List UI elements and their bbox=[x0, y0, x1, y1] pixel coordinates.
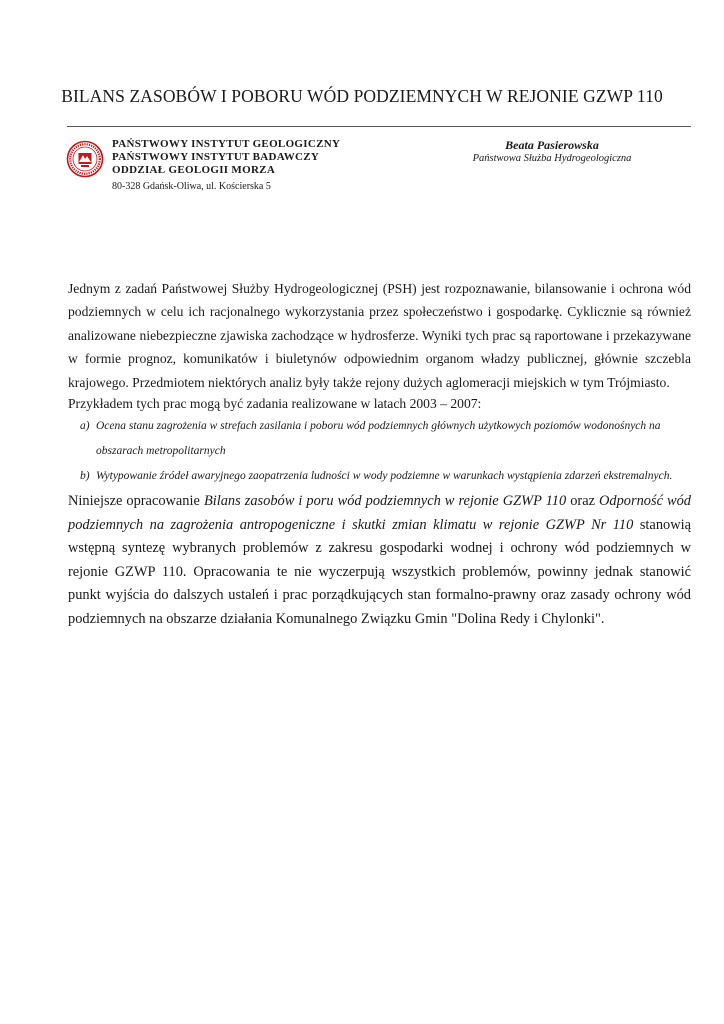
institution-block bbox=[112, 138, 340, 193]
page-title: BILANS ZASOBÓW I POBORU WÓD PODZIEMNYCH W REJONIE GZWP 110 bbox=[61, 86, 663, 106]
summary-paragraph bbox=[68, 490, 691, 632]
author-organization: Państwowa Służba Hydrogeologiczna bbox=[472, 153, 632, 164]
list-item bbox=[68, 414, 691, 464]
institution-address: 80-328 Gdańsk-Oliwa, ul. Kościerska 5 bbox=[112, 180, 271, 192]
pig-pib-seal-icon bbox=[66, 140, 104, 178]
list-marker: b) bbox=[80, 470, 90, 483]
institution-name-2: PAŃSTWOWY INSTYTUT BADAWCZY bbox=[112, 151, 320, 164]
publication-title-2: Odporność wód podziemnych na zagrożenia antropogeniczne i skutki zmian klimatu w rejonie GZWP Nr 110 bbox=[68, 493, 691, 533]
header-divider bbox=[67, 126, 691, 127]
list-marker: a) bbox=[80, 420, 90, 433]
institution-department: ODDZIAŁ GEOLOGII MORZA bbox=[112, 164, 276, 177]
list-item-text: Ocena stanu zagrożenia w strefach zasilania i poboru wód podziemnych głównych użytkowych poziomów wodonośnych na obszarach metropolitarnych bbox=[96, 420, 661, 458]
publication-title-1: Bilans zasobów i poru wód podziemnych w rejonie GZWP 110 bbox=[203, 493, 567, 510]
tasks-list bbox=[68, 414, 691, 489]
author-block bbox=[440, 138, 664, 165]
list-item bbox=[68, 464, 691, 489]
summary-text-2: oraz bbox=[566, 493, 600, 510]
document-body bbox=[68, 277, 691, 632]
list-item-text: Wytypowanie źródeł awaryjnego zaopatrzenia ludności w wody podziemne w warunkach wystąpienia zdarzeń ekstremalnych. bbox=[96, 470, 673, 483]
intro-paragraph: Jednym z zadań Państwowej Służby Hydrogeologicznej (PSH) jest rozpoznawanie, bilansowanie i ochrona wód podziemnych w celu ich racjonalnego wykorzystania przez społeczeństwo i gospodarkę. Cyklicznie są również analizowane niebezpieczne zjawiska zachodzące w hydrosferze. Wyniki tych prac są raportowane i przekazywane w formie prognoz, komunikatów i biuletynów odpowiednim organom władzy publicznej, głównie szczebla krajowego. Przedmiotem niektórych analiz były także rejony dużych aglomeracji miejskich w tym Trójmiasto. bbox=[68, 281, 691, 390]
summary-text-1: Niniejsze opracowanie bbox=[68, 493, 204, 510]
examples-intro: Przykładem tych prac mogą być zadania realizowane w latach 2003 – 2007: bbox=[68, 396, 482, 412]
summary-text-3: stanowią wstępną syntezę wybranych problemów z zakresu gospodarki wodnej i ochrony wód podziemnych w rejonie GZWP 110. Opracowania te nie wyczerpują wszystkich problemów, powinny jednak stanowić punkt wyjścia do dalszych ustaleń i prac porządkujących stan formalno-prawny oraz zasady ochrony wód podziemnych na obszarze działania Komunalnego Związku Gmin "Dolina Redy i Chylonki". bbox=[68, 516, 691, 627]
author-name: Beata Pasierowska bbox=[505, 138, 599, 152]
institution-name-1: PAŃSTWOWY INSTYTUT GEOLOGICZNY bbox=[112, 138, 341, 150]
